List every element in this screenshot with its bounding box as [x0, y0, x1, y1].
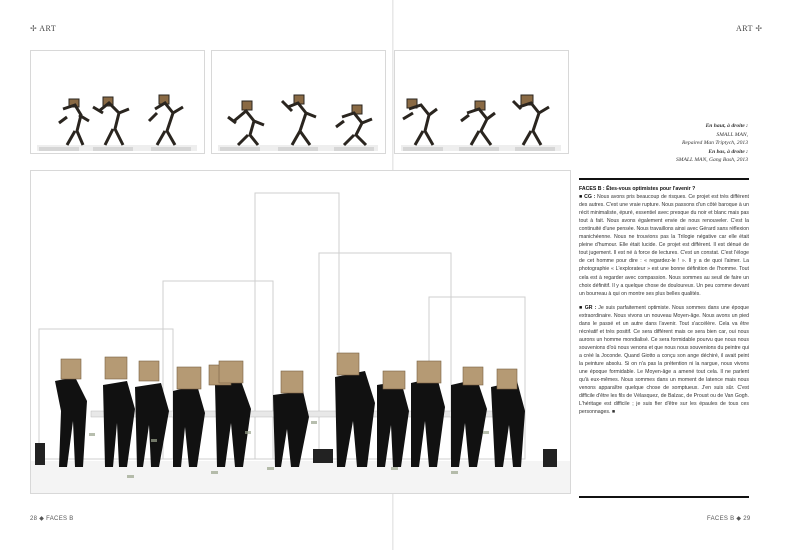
interview-column	[579, 185, 749, 422]
gang-bash-photo	[30, 170, 571, 494]
triptych-panel-3	[394, 50, 569, 154]
repaired-man-figures-3-icon	[395, 51, 569, 154]
speaker-label: ■ CG :	[579, 194, 596, 201]
caption-line: En bas, à droite :	[708, 148, 748, 155]
ornament-icon: ✢	[30, 24, 38, 33]
header-left	[30, 24, 56, 33]
repaired-man-figures-1-icon	[31, 51, 205, 154]
answer-text: Je suis parfaitement optimiste. Nous sommes dans une époque extraordinaire. Nous vivons un nouveau Moyen-âge. Nous avons un pied dans le passé et un autre dans l'avenir. Tout s'accélère. Cela va être récréatif et très positif. Ce sera différent mais ce sera bien car, oui nous aurons un homme mondialisé. Ce sera formidable pourvu que nous nous souvenions d'où nous venons et que nous nous souvenions du peintre qui a créé la Joconde. Quand Giotto a conçu son ange déchiré, il avait peint la peinture absolu. Si on n'a pas la prétention ni la nargue, nous vivons une époque formidable. Le Moyen-âge a amené tout cela. Il ne parlent qu'à eux-mêmes. Nous sommes dans un moment de latence mais nous venons apparaître quelque chose de somptueux. J'en suis sûr. C'est difficile d'être les fils de Vélasquez, de Balzac, de Proust ou de Van Gogh. L'héritage est difficile ; je suis fier d'être sur les épaules de tous ces personnages. ■	[579, 304, 749, 416]
article-bottom-rule	[579, 496, 749, 498]
repaired-man-figures-2-icon	[212, 51, 386, 154]
answer-paragraph	[579, 304, 749, 417]
footer-right: FACES B ◆ 29	[707, 516, 751, 522]
triptych-panel-2	[211, 50, 386, 154]
answer-paragraph	[579, 193, 749, 298]
section-title-right: ART	[736, 24, 753, 33]
triptych-panel-1	[30, 50, 205, 154]
article-top-rule	[579, 178, 749, 180]
header-right	[736, 24, 763, 33]
boxhead-table-scene-icon	[31, 171, 571, 494]
caption-line: En haut, à droite :	[705, 123, 748, 129]
caption-line: SMALL MAN, Gang Bash, 2013	[676, 157, 748, 164]
speaker-label: ■ GR :	[579, 304, 597, 311]
caption-line: Repaired Man Triptych, 2013	[682, 140, 748, 147]
photo-captions	[615, 122, 748, 165]
footer-left: 28 ◆ FACES B	[30, 516, 74, 522]
caption-line: SMALL MAN,	[716, 131, 748, 138]
section-title-left: ART	[39, 24, 57, 33]
question-heading: FACES B : Êtes-vous optimistes pour l'avenir ?	[579, 186, 696, 192]
ornament-icon: ✢	[755, 24, 763, 33]
answer-text: Nous avons pris beaucoup de risques. Ce projet est très différent des autres. C'est une vraie rupture. Nous passons d'un côté baroque à un récit minimaliste, épuré, essentiel avec presque du noir et blanc mais pas tout à fait. Nous avons également envie de nous renouveler. C'est la continuité d'une pensée. Nous travaillons ainsi avec Gérard sans réflexion manichéenne. Nous ne trouvions pas la Trilogie négative car elle était pleine d'humour. Elle était lucide. Ce projet est différent. Il est dénué de tout jugement. Il est né à force de lectures. C'est un constat. C'est l'éloge de cet homme pour dire : « regardez-le ! ». Il y a de quoi l'aimer. La photographie « L'explorateur » est une bonne définition de l'homme. Tout cela est à regarder avec compassion. Nous sommes au seuil de faire un choix définitif. Il y a quelque chose de douloureux. Un peu comme devant un bourreau à qui on montre ses plus belles qualités.	[579, 194, 749, 297]
